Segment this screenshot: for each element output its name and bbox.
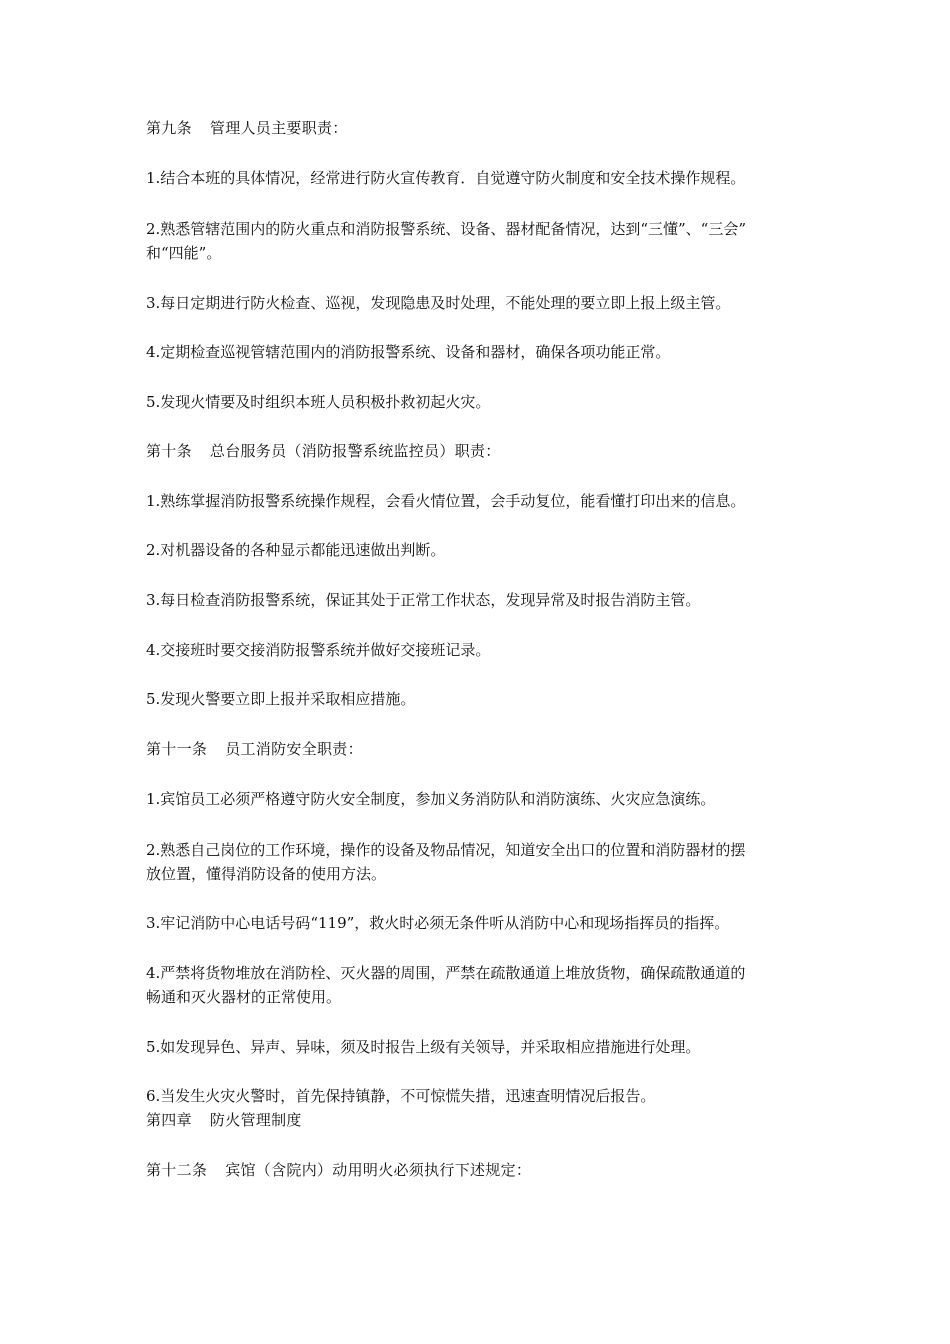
article-10-heading [146, 441, 501, 462]
chapter-4-title: 防火管理制度 [209, 1111, 302, 1129]
article-9-item-5: 5.发现火情要及时组织本班人员积极扑救初起火灾。 [146, 393, 491, 411]
article-11-title: 员工消防安全职责： [225, 740, 363, 758]
article-12-number: 第十二条 [146, 1161, 208, 1179]
article-9-item-2-continued: 和“四能”。 [146, 244, 222, 262]
article-10-number: 第十条 [146, 442, 192, 460]
article-10-title: 总台服务员（消防报警系统监控员）职责： [209, 442, 501, 460]
article-9-item-3: 3.每日定期进行防火检查、巡视，发现隐患及时处理，不能处理的要立即上报上级主管。 [146, 294, 731, 312]
article-9-item-2: 2.熟悉管辖范围内的防火重点和消防报警系统、设备、器材配备情况，达到“三懂”、“三会” [146, 220, 746, 238]
article-9-number: 第九条 [146, 119, 192, 137]
article-9-heading [146, 118, 348, 139]
article-11-item-4-continued: 畅通和灭火器材的正常使用。 [146, 988, 342, 1006]
article-9-item-1: 1.结合本班的具体情况，经常进行防火宣传教育．自觉遵守防火制度和安全技术操作规程。 [146, 169, 746, 187]
article-12-heading [146, 1160, 531, 1181]
article-11-item-2: 2.熟悉自己岗位的工作环境，操作的设备及物品情况，知道安全出口的位置和消防器材的摆 [146, 841, 746, 859]
article-11-heading [146, 739, 363, 760]
chapter-4-number: 第四章 [146, 1111, 192, 1129]
article-11-item-5: 5.如发现异色、异声、异味，须及时报告上级有关领导，并采取相应措施进行处理。 [146, 1038, 701, 1056]
chapter-4-heading [146, 1110, 302, 1131]
article-10-item-5: 5.发现火警要立即上报并采取相应措施。 [146, 690, 416, 708]
article-10-item-3: 3.每日检查消防报警系统，保证其处于正常工作状态，发现异常及时报告消防主管。 [146, 591, 701, 609]
article-10-item-4: 4.交接班时要交接消防报警系统并做好交接班记录。 [146, 641, 491, 659]
article-12-title: 宾馆（含院内）动用明火必须执行下述规定： [225, 1161, 532, 1179]
article-11-item-6: 6.当发生火灾火警时，首先保持镇静，不可惊慌失措，迅速查明情况后报告。 [146, 1087, 656, 1105]
article-9-item-4: 4.定期检查巡视管辖范围内的消防报警系统、设备和器材，确保各项功能正常。 [146, 343, 671, 361]
article-10-item-2: 2.对机器设备的各种显示都能迅速做出判断。 [146, 541, 446, 559]
article-11-number: 第十一条 [146, 740, 208, 758]
article-11-item-4: 4.严禁将货物堆放在消防栓、灭火器的周围，严禁在疏散通道上堆放货物，确保疏散通道的 [146, 964, 746, 982]
article-9-title: 管理人员主要职责： [209, 119, 348, 137]
article-11-item-1: 1.宾馆员工必须严格遵守防火安全制度，参加义务消防队和消防演练、火灾应急演练。 [146, 790, 716, 808]
article-10-item-1: 1.熟练掌握消防报警系统操作规程，会看火情位置，会手动复位，能看懂打印出来的信息。 [146, 492, 746, 510]
article-11-item-2-continued: 放位置，懂得消防设备的使用方法。 [146, 865, 387, 883]
article-11-item-3: 3.牢记消防中心电话号码“119”，救火时必须无条件听从消防中心和现场指挥员的指挥。 [146, 914, 730, 932]
